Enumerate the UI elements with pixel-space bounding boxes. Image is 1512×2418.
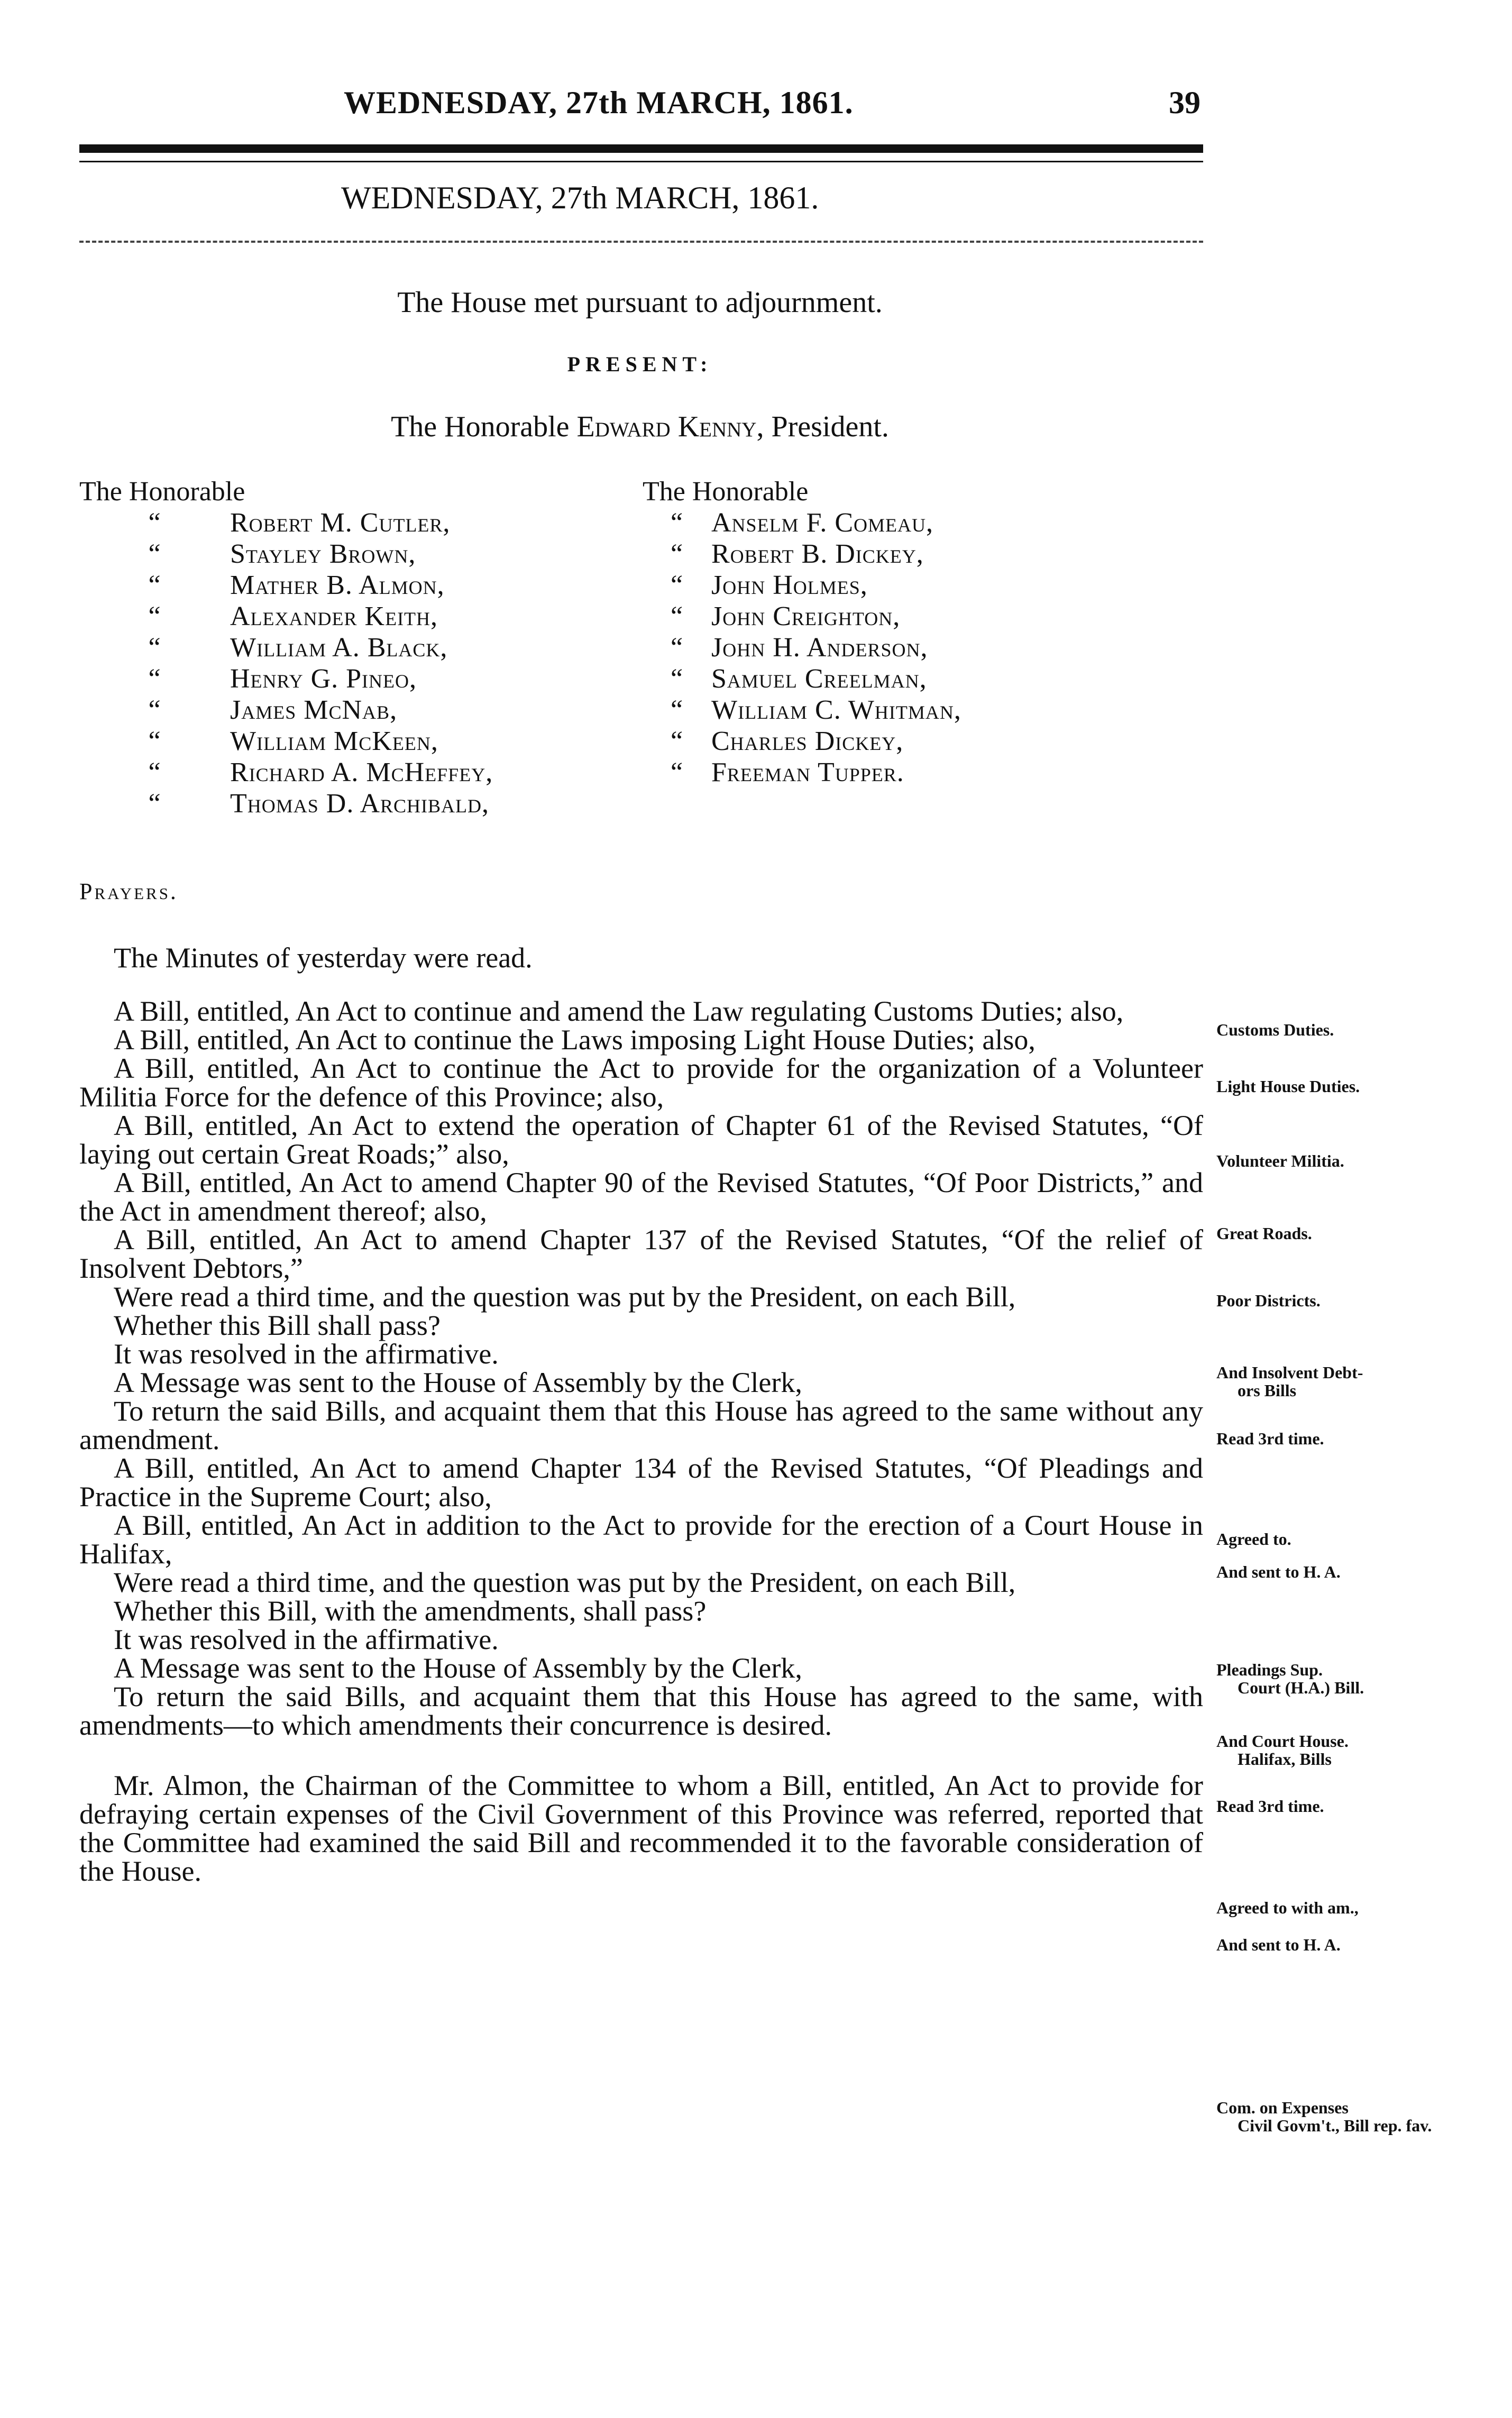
paragraph: A Bill, entitled, An Act to amend Chapter 137 of the Revised Statutes, “Of the relief of Insolvent Debtors,” (79, 1224, 1203, 1284)
member-row (643, 632, 961, 663)
margin-note: Poor Districts. (1216, 1291, 1321, 1310)
member-row (79, 726, 493, 757)
margin-note: Agreed to. (1216, 1529, 1291, 1549)
member-row (643, 601, 961, 632)
ditto-mark: “ (670, 570, 684, 600)
ditto-mark: “ (670, 726, 684, 756)
minutes-statement: The Minutes of yesterday were read. (114, 942, 533, 974)
paragraph: Were read a third time, and the question was put by the President, on each Bill, (114, 1567, 1016, 1598)
member-name: Samuel Creelman, (711, 664, 927, 694)
paragraph: To return the said Bills, and acquaint them that this House has agreed to the same without any amendment. (79, 1395, 1203, 1455)
ditto-mark: “ (670, 695, 684, 725)
margin-note: Agreed to with am., (1216, 1898, 1359, 1917)
member-row (643, 663, 961, 694)
members-right-column (643, 476, 961, 788)
president-prefix: The Honorable (391, 410, 570, 443)
member-row (643, 570, 961, 601)
ditto-mark: “ (670, 633, 684, 663)
member-row (79, 694, 493, 726)
margin-note: Great Roads. (1216, 1224, 1312, 1243)
paragraph: Whether this Bill, with the amendments, shall pass? (114, 1595, 707, 1627)
paragraph: Were read a third time, and the question was put by the President, on each Bill, (114, 1281, 1016, 1313)
ditto-mark: “ (670, 539, 684, 569)
ditto-mark: “ (148, 695, 161, 725)
running-head (79, 85, 1201, 132)
member-name: Richard A. McHeffey, (230, 757, 493, 787)
paragraph: It was resolved in the affirmative. (114, 1338, 499, 1370)
margin-note: Volunteer Militia. (1216, 1151, 1344, 1170)
member-name: William A. Black, (230, 633, 448, 663)
member-name: Stayley Brown, (230, 539, 416, 569)
member-row (643, 538, 961, 570)
paragraph: A Message was sent to the House of Assembly by the Clerk, (114, 1367, 802, 1398)
paragraph: It was resolved in the affirmative. (114, 1624, 499, 1655)
member-row (79, 538, 493, 570)
member-name: Charles Dickey, (711, 726, 904, 756)
ditto-mark: “ (148, 726, 161, 756)
member-name: William C. Whitman, (711, 695, 961, 725)
president-name: Edward Kenny (576, 410, 757, 443)
ditto-mark: “ (148, 539, 161, 569)
paragraph: To return the said Bills, and acquaint them that this House has agreed to the same, with amendments—to which amendments their concurrence is desired. (79, 1681, 1203, 1741)
ditto-mark: “ (148, 508, 161, 538)
ditto-mark: “ (148, 570, 161, 600)
margin-note: Pleadings Sup. Court (H.A.) Bill. (1216, 1660, 1364, 1697)
members-left-column (79, 476, 493, 819)
member-row (79, 632, 493, 663)
member-row (79, 507, 493, 538)
paragraph: Whether this Bill shall pass? (114, 1309, 441, 1341)
date-title: WEDNESDAY, 27th MARCH, 1861. (341, 180, 819, 215)
margin-note: And Court House. Halifax, Bills (1216, 1732, 1349, 1769)
prayers-heading: Prayers. (79, 878, 178, 904)
margin-note: Customs Duties. (1216, 1020, 1334, 1039)
ditto-mark: “ (670, 508, 684, 538)
member-row (79, 788, 493, 819)
ditto-mark: “ (670, 757, 684, 787)
member-name: Robert M. Cutler, (230, 508, 451, 538)
member-name: Henry G. Pineo, (230, 664, 417, 694)
member-name: Alexander Keith, (230, 601, 438, 631)
paragraph: A Bill, entitled, An Act to extend the operation of Chapter 61 of the Revised Statutes, “Of laying out certain Great Roads;” also, (79, 1110, 1203, 1170)
member-name: John Creighton, (711, 601, 901, 631)
margin-note: And Insolvent Debt- ors Bills (1216, 1363, 1363, 1400)
margin-note: Read 3rd time. (1216, 1429, 1324, 1448)
page-number: 39 (1169, 85, 1201, 120)
members-left-header: The Honorable (79, 477, 245, 507)
ditto-mark: “ (148, 789, 161, 819)
president-suffix: , President. (756, 410, 889, 443)
ditto-mark: “ (148, 757, 161, 787)
margin-note: Com. on Expenses Civil Govm't., Bill rep. fav. (1216, 2098, 1432, 2135)
members-right-header: The Honorable (643, 477, 809, 507)
member-row (79, 601, 493, 632)
margin-note: And sent to H. A. (1216, 1935, 1341, 1954)
paragraph: Mr. Almon, the Chairman of the Committee to whom a Bill, entitled, An Act to provide for defraying certain expenses of the Civil Government of this Province was referred, reported that the Committee had examined the said Bill and recommended it to the favorable consideration of the House. (79, 1770, 1203, 1887)
paragraph: A Bill, entitled, An Act to continue the Laws imposing Light House Duties; also, (114, 1024, 1036, 1056)
header-rule-thick (79, 144, 1203, 153)
present-label: PRESENT: (567, 352, 713, 376)
member-row (643, 694, 961, 726)
ditto-mark: “ (670, 601, 684, 631)
paragraph: A Bill, entitled, An Act in addition to the Act to provide for the erection of a Court House in Halifax, (79, 1509, 1203, 1570)
met-statement: The House met pursuant to adjournment. (397, 286, 883, 319)
header-rule-thin (79, 161, 1203, 162)
paragraph: A Bill, entitled, An Act to amend Chapter 134 of the Revised Statutes, “Of Pleadings and Practice in the Supreme Court; also, (79, 1452, 1203, 1513)
member-row (79, 663, 493, 694)
member-name: John Holmes, (711, 570, 868, 600)
paragraph: A Bill, entitled, An Act to continue the Act to provide for the organization of a Volunteer Militia Force for the defence of this Province; also, (79, 1052, 1203, 1113)
member-name: Robert B. Dickey, (711, 539, 924, 569)
date-rule (79, 241, 1203, 243)
paragraph: A Message was sent to the House of Assembly by the Clerk, (114, 1652, 802, 1684)
member-name: John H. Anderson, (711, 633, 928, 663)
member-row (79, 570, 493, 601)
member-row (79, 757, 493, 788)
proceedings-body (79, 997, 1203, 1885)
ditto-mark: “ (670, 664, 684, 694)
ditto-mark: “ (148, 601, 161, 631)
ditto-mark: “ (148, 664, 161, 694)
member-name: Anselm F. Comeau, (711, 508, 933, 538)
member-name: Mather B. Almon, (230, 570, 445, 600)
margin-note: And sent to H. A. (1216, 1562, 1341, 1581)
member-row (643, 726, 961, 757)
ditto-mark: “ (148, 633, 161, 663)
paragraph: A Bill, entitled, An Act to amend Chapter 90 of the Revised Statutes, “Of Poor Districts,” and the Act in amendment thereof; also, (79, 1167, 1203, 1227)
running-head-title: WEDNESDAY, 27th MARCH, 1861. (344, 85, 854, 120)
president-line (79, 410, 1201, 444)
margin-note: Read 3rd time. (1216, 1797, 1324, 1816)
paragraph: A Bill, entitled, An Act to continue and amend the Law regulating Customs Duties; also, (114, 995, 1124, 1027)
member-name: Thomas D. Archibald, (230, 789, 490, 819)
member-row (643, 757, 961, 788)
member-name: Freeman Tupper. (711, 757, 904, 787)
margin-note: Light House Duties. (1216, 1077, 1360, 1096)
member-name: William McKeen, (230, 726, 438, 756)
member-name: James McNab, (230, 695, 398, 725)
member-row (643, 507, 961, 538)
